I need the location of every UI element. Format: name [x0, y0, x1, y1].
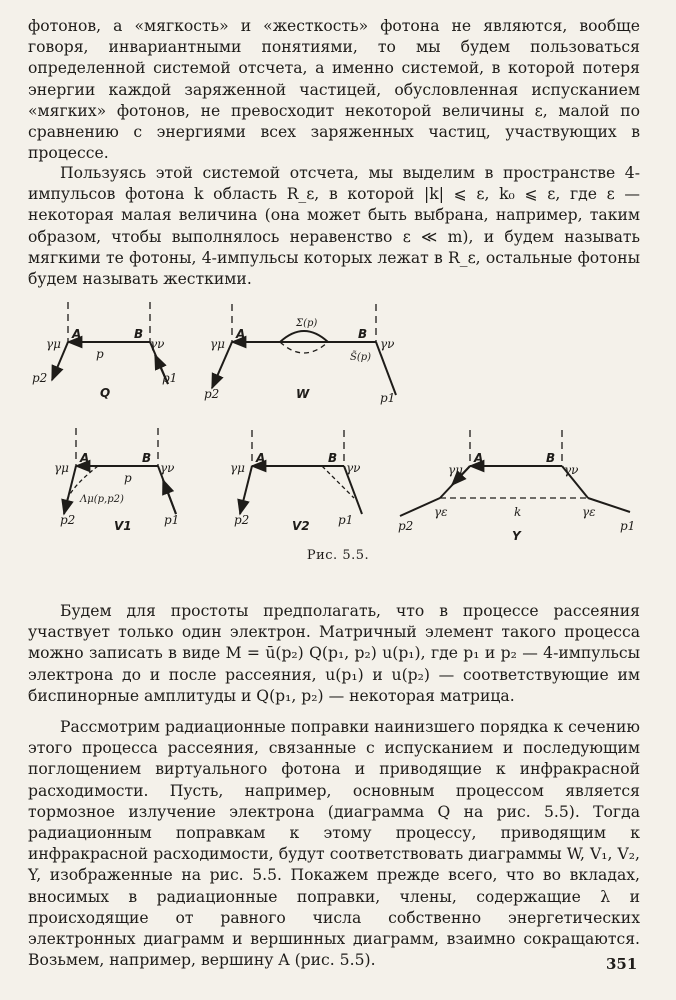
label-S: S̃(p) [350, 352, 372, 363]
paragraph-2 [28, 163, 640, 290]
paragraph-1: фотонов, а «мягкость» и «жесткость» фотона не являются, вообще говоря, инвариантными понятиями, то мы будем пользоваться определенной системой отсчета, а именно системой, в которой потеря энергии каждой заряженной частицей, обусловленная испусканием «мягких» фотонов, не превосходит некоторой величины ε, малой по сравнению с энергиями всех заряженных частиц, участвующих в процессе. [28, 17, 640, 163]
label-A-V2: A [256, 451, 266, 465]
label-gamma-eps-right: γε [582, 505, 596, 519]
label-p1-Q: p1 [162, 371, 178, 385]
paragraph-4 [28, 717, 640, 971]
label-p2-Y: p2 [398, 519, 414, 533]
figure-5-5 [0, 290, 676, 580]
page-number: 351 [606, 955, 638, 973]
label-V1: V1 [114, 519, 132, 533]
label-B-Q: B [134, 327, 144, 341]
label-gamma-nu-Q: γν [150, 337, 165, 351]
label-Q: Q [100, 386, 111, 400]
label-Y: Y [512, 529, 521, 543]
feynman-diagrams [0, 290, 676, 580]
paragraph-2-text: Пользуясь этой системой отсчета, мы выделим в пространстве 4-импульсов фотона k область R_ε, в которой |k| ⩽ ε, k₀ ⩽ ε, где ε — некоторая малая величина (она может быть выбрана, например, таким образом, чтобы выполнялось неравенство ε ≪ m), и будем называть мягкими те фотоны, 4-импульсы которых лежат в R_ε, остальные фотоны будем называть жесткими. [28, 164, 640, 289]
label-p2-W: p2 [204, 387, 220, 401]
label-B-W: B [358, 327, 368, 341]
label-lambda: Λμ(p,p2) [80, 494, 124, 505]
label-B-Y: B [546, 451, 556, 465]
label-p2-V2: p2 [234, 513, 250, 527]
label-k: k [514, 505, 522, 519]
label-gamma-nu-Y: γν [564, 463, 579, 477]
label-sigma: Σ(p) [296, 318, 318, 329]
label-W: W [296, 387, 310, 401]
label-gamma-nu-W: γν [380, 337, 395, 351]
label-p1-V2: p1 [338, 513, 354, 527]
paragraph-3 [28, 601, 640, 707]
label-V2: V2 [292, 519, 310, 533]
label-B-V2: B [328, 451, 338, 465]
label-A-Y: A [474, 451, 484, 465]
diagram-Y [400, 430, 630, 516]
label-gamma-mu-Q: γμ [46, 337, 61, 351]
label-p-V1: p [124, 471, 132, 485]
label-gamma-mu-Y: γμ [448, 463, 463, 477]
label-gamma-mu-V1: γμ [54, 461, 69, 475]
label-gamma-mu-V2: γμ [230, 461, 245, 475]
label-p2-Q: p2 [32, 371, 48, 385]
label-gamma-mu-W: γμ [210, 337, 225, 351]
label-A-W: A [236, 327, 246, 341]
figure-caption: Рис. 5.5. [306, 548, 370, 563]
label-B-V1: B [142, 451, 152, 465]
diagram-V2 [240, 430, 362, 514]
label-p-Q: p [96, 347, 104, 361]
label-p1-Y: p1 [620, 519, 636, 533]
paragraph-4-text: Рассмотрим радиационные поправки наинизшего порядка к сечению этого процесса рассеяния, связанные с испусканием и последующим поглощением виртуального фотона и приводящие к инфракрасной расходимости. Пусть, например, основным процессом является тормозное излучение электрона (диаграмма Q на рис. 5.5). Тогда радиационным поправкам к этому процессу, приводящим к инфракрасной расходимости, будут соответствовать диаграммы W, V₁, V₂, Y, изображенные на рис. 5.5. Покажем прежде всего, что во вкладах, вносимых в радиационные поправки, члены, содержащие λ и происходящие от равного числа собственно энергетических электронных диаграмм и вершинных диаграмм, взаимно сокращаются. Возьмем, например, вершину A (рис. 5.5). [28, 718, 640, 970]
label-gamma-nu-V2: γν [346, 461, 361, 475]
label-A-V1: A [80, 451, 90, 465]
label-gamma-eps-left: γε [434, 505, 448, 519]
label-A-Q: A [72, 327, 82, 341]
label-p1-W: p1 [380, 391, 396, 405]
label-gamma-nu-V1: γν [160, 461, 175, 475]
paragraph-3-text: Будем для простоты предполагать, что в процессе рассеяния участвует только один электрон. Матричный элемент такого процесса можно записать в виде M = ū(p₂) Q(p₁, p₂) u(p₁), где p₁ и p₂ — 4-импульсы электрона до и после рассеяния, u(p₁) и u(p₂) — соответствующие им биспинорные амплитуды и Q(p₁, p₂) — некоторая матрица. [28, 602, 640, 705]
label-p1-V1: p1 [164, 513, 180, 527]
label-p2-V1: p2 [60, 513, 76, 527]
